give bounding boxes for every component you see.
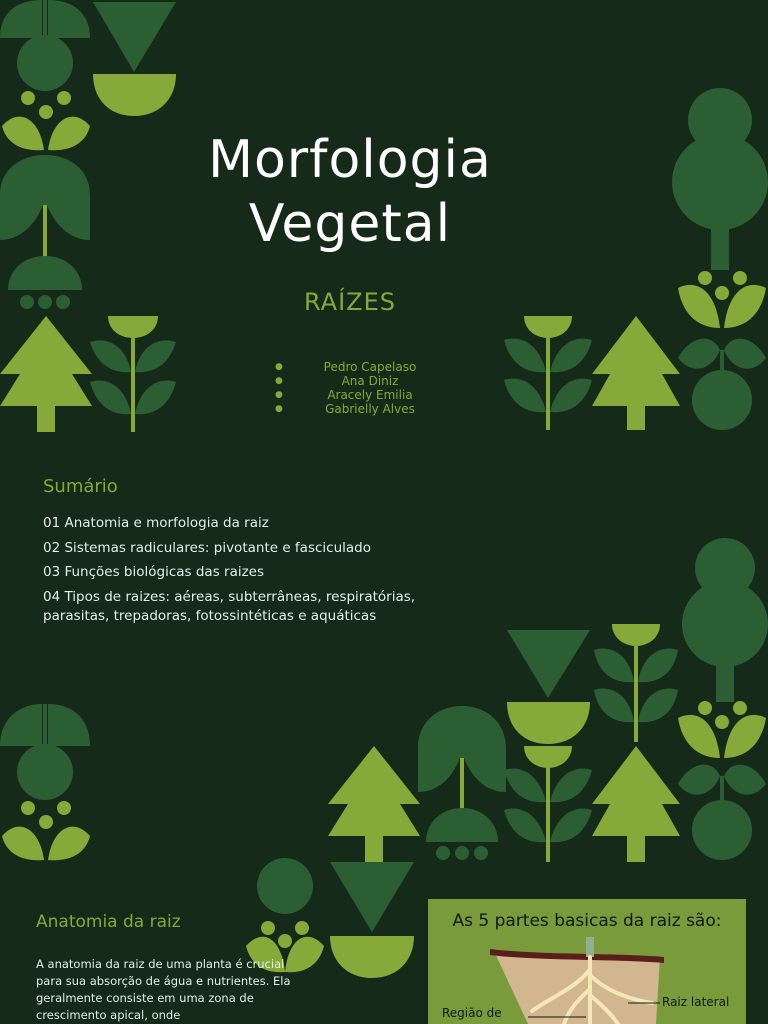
bullet-icon: ● <box>275 376 283 386</box>
presentation-subtitle: RAÍZES <box>303 288 397 316</box>
pine-tree-icon <box>328 746 420 862</box>
decorative-plants-middle <box>0 700 500 980</box>
circle-bush-icon <box>257 858 313 914</box>
circle-bush-icon <box>17 35 73 91</box>
author-name: Aracely Emilia <box>327 388 413 402</box>
bullet-icon: ● <box>275 390 283 400</box>
summary-item: 04 Tipos de raizes: aéreas, subterrâneas, respiratórias, parasitas, trepadoras, fotossintéticas e aquáticas <box>43 588 416 624</box>
title-line-2: Vegetal <box>248 194 452 254</box>
leafy-stem-icon <box>594 624 678 742</box>
author-list <box>275 360 435 416</box>
label-raiz-lateral: Raiz lateral <box>662 995 730 1009</box>
leaf-pair-icon <box>0 0 90 40</box>
leafy-stem-icon <box>504 746 592 862</box>
anatomy-paragraph: A anatomia da raiz de uma planta é crucial para sua absorção de água e nutrientes. Ela geralmente consiste em uma zona de crescimento apical, onde <box>36 957 291 1022</box>
summary-heading: Sumário <box>43 476 118 497</box>
label-regiao: Região de <box>442 1006 502 1020</box>
author-name: Ana Diniz <box>341 374 399 388</box>
author-name: Gabrielly Alves <box>325 402 415 416</box>
author-item <box>275 388 435 402</box>
summary-item: 01 Anatomia e morfologia da raiz <box>43 515 269 531</box>
leaf-pair-icon <box>678 765 766 860</box>
pine-tree-icon <box>592 316 680 430</box>
root-diagram-figure <box>428 899 746 1024</box>
round-tree-icon <box>682 538 768 702</box>
summary-list <box>43 514 443 632</box>
leafy-stem-icon <box>90 316 176 432</box>
author-name: Pedro Capelaso <box>323 360 417 374</box>
summary-item: 03 Funções biológicas das raizes <box>43 564 265 580</box>
author-item <box>275 360 435 374</box>
flower-icon <box>2 91 90 150</box>
tulip-icon <box>0 155 90 309</box>
triangle-tree-icon <box>507 630 590 744</box>
triangle-tree-icon <box>93 2 176 116</box>
leaf-pair-icon <box>0 704 90 748</box>
flower-icon <box>678 271 766 328</box>
leaf-pair-icon <box>678 339 766 430</box>
bullet-icon: ● <box>275 362 283 372</box>
flower-icon <box>678 701 766 758</box>
leafy-stem-icon <box>504 316 592 430</box>
circle-bush-icon <box>17 744 73 800</box>
flower-icon <box>2 801 90 860</box>
pine-tree-icon <box>0 316 92 432</box>
round-tree-icon <box>672 88 768 270</box>
triangle-tree-icon <box>330 862 414 978</box>
summary-item: 02 Sistemas radiculares: pivotante e fasciculado <box>43 539 371 556</box>
author-item <box>275 374 435 388</box>
bullet-icon: ● <box>275 404 283 414</box>
presentation-title <box>150 128 550 256</box>
author-item <box>275 402 435 416</box>
decorative-plants-summary-right <box>500 538 768 863</box>
pine-tree-icon <box>592 746 680 862</box>
anatomy-heading: Anatomia da raiz <box>36 912 181 932</box>
title-line-1: Morfologia <box>208 130 492 190</box>
figure-title: As 5 partes basicas da raiz são: <box>452 911 722 931</box>
tulip-icon <box>418 706 506 860</box>
